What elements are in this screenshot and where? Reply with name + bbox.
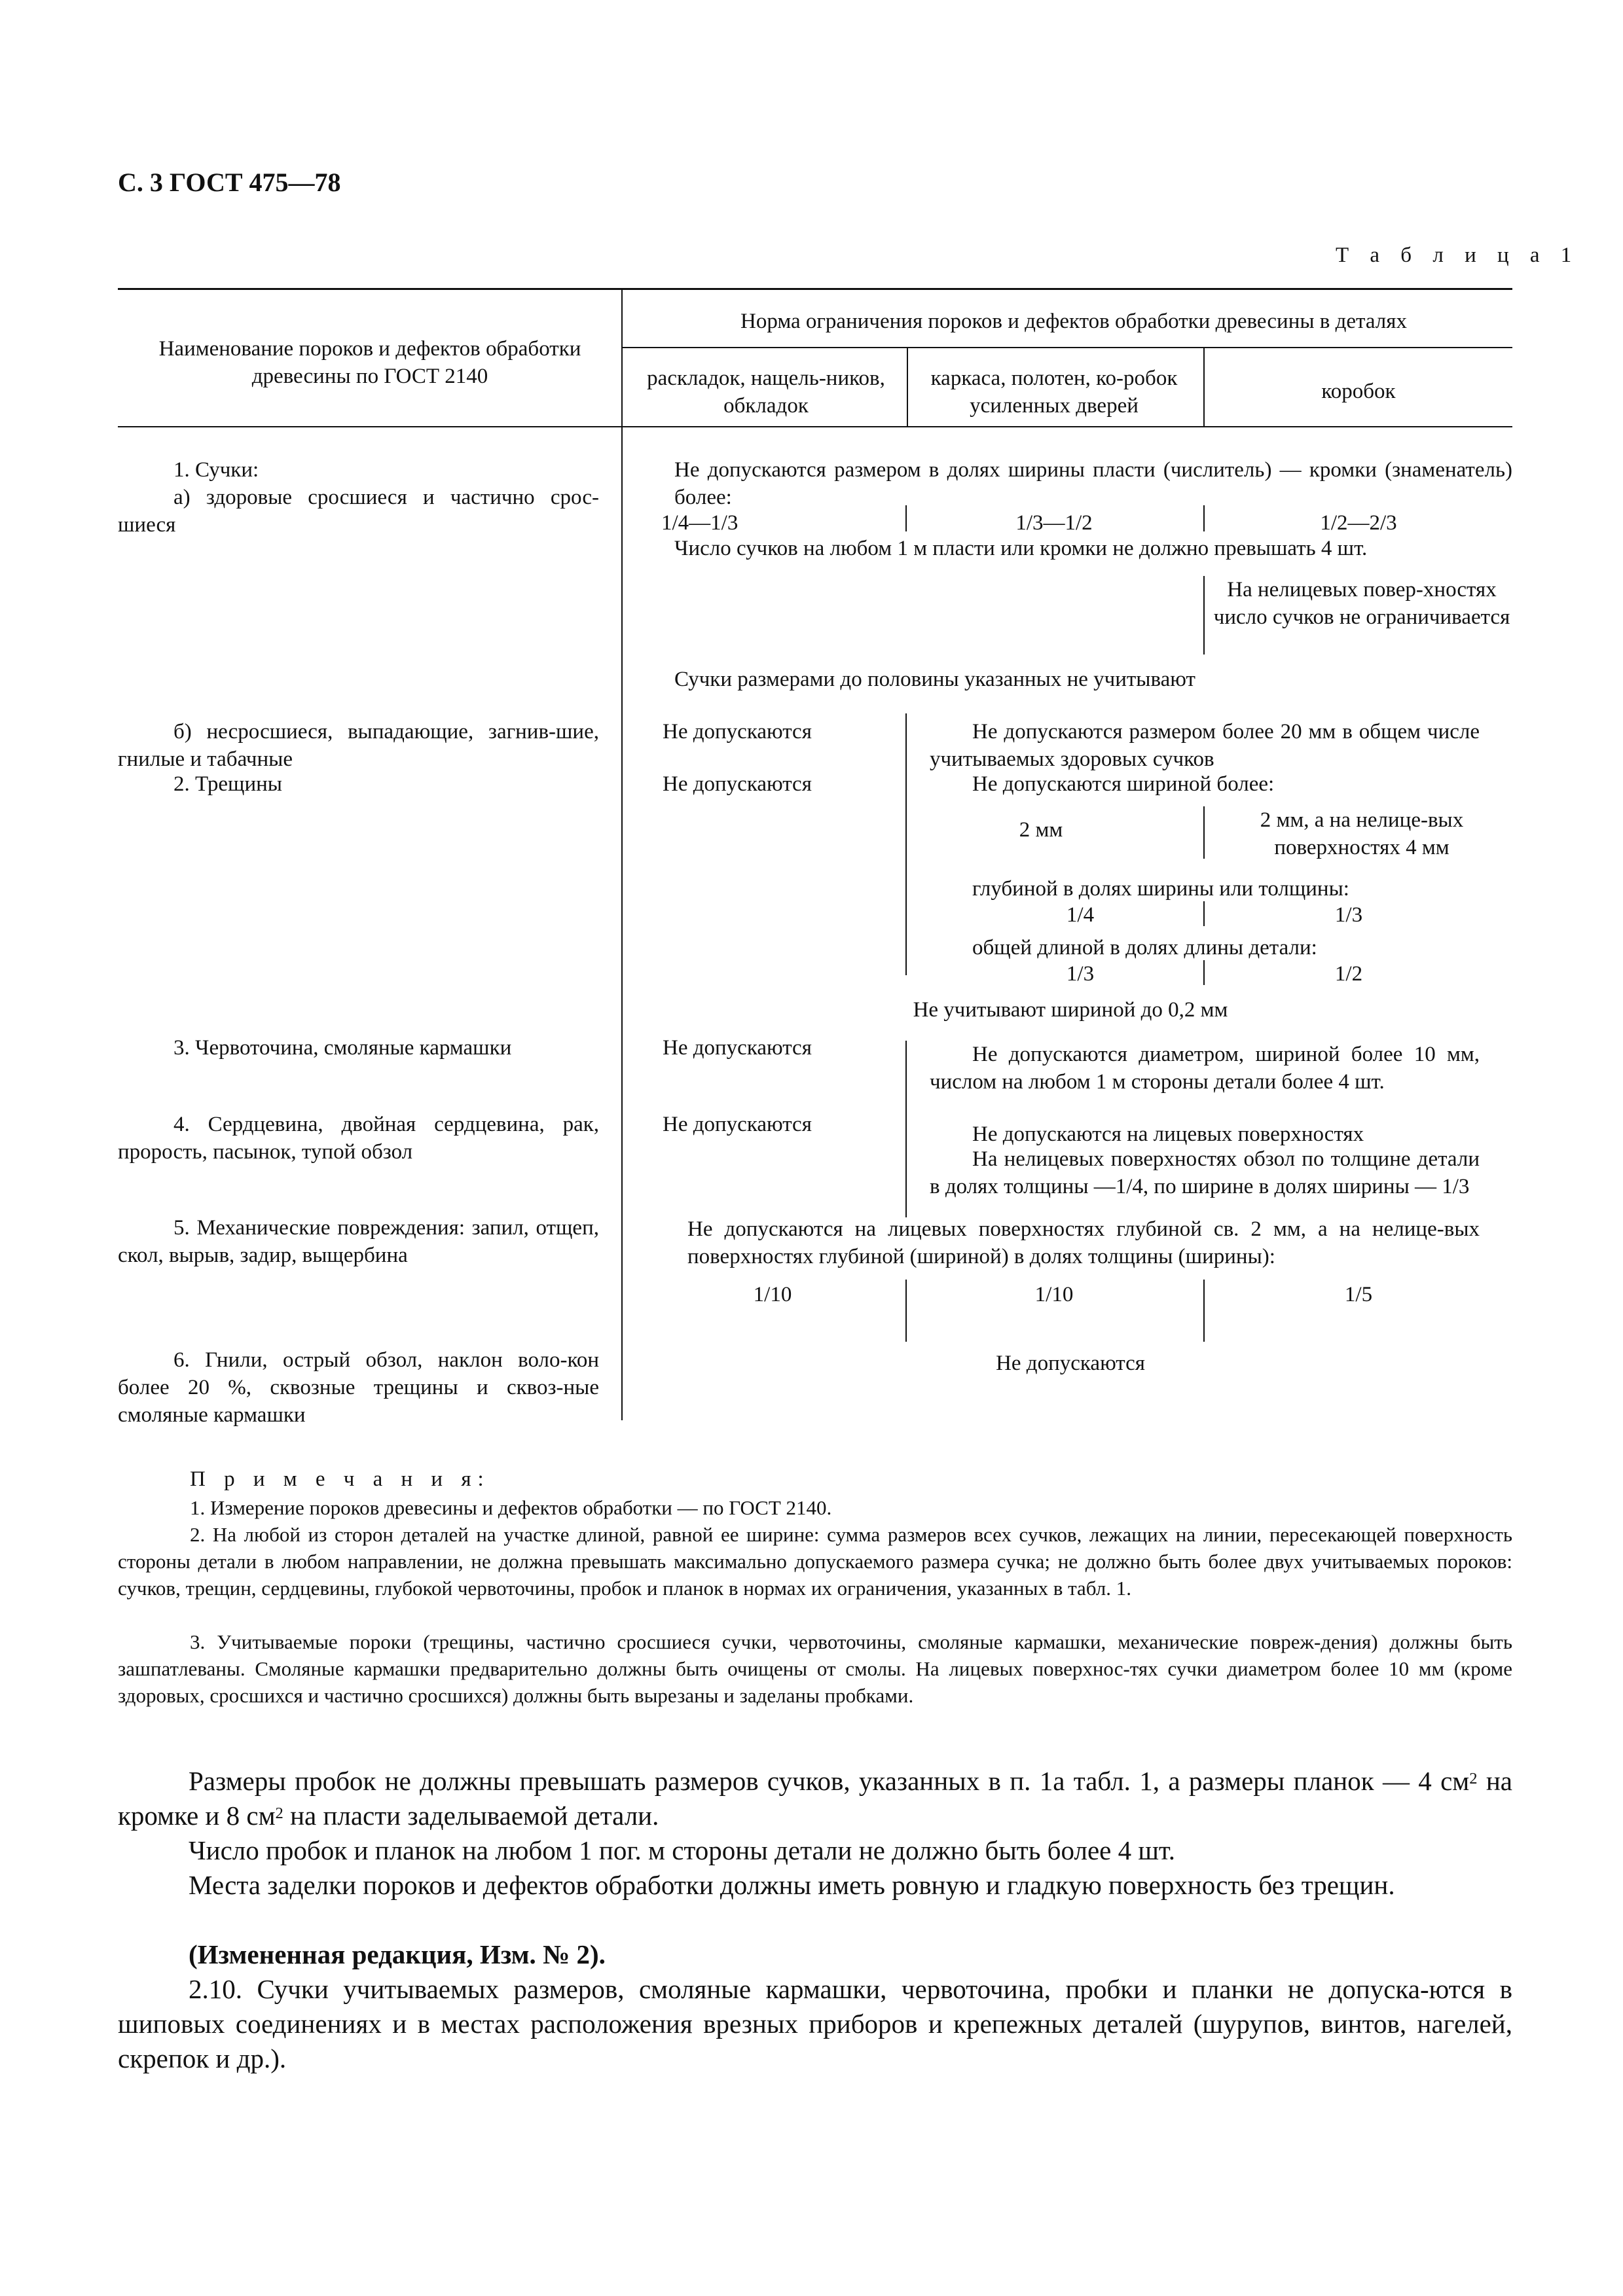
r4-c23a: Не допускаются на лицевых поверхностях bbox=[972, 1122, 1364, 1146]
r4-c1: Не допускаются bbox=[663, 1113, 812, 1136]
r1b-name: б) несросшиеся, выпадающие, загнив-шие, гнилые и табачные bbox=[118, 720, 599, 771]
p4-text: (Измененная редакция, Изм. № 2). bbox=[189, 1939, 606, 1969]
p5-text: 2.10. Сучки учитываемых размеров, смоляные кармашки, червоточина, пробки и планки не допуска-ются в шиповых соединениях и в местах расположения врезных приборов и крепежных деталей (шурупов, винтов, нагелей, скрепок и др.). bbox=[118, 1974, 1512, 2073]
r2-w-div bbox=[1203, 806, 1205, 859]
r2-l2: 1/3 bbox=[1066, 962, 1095, 986]
r5-v3: 1/5 bbox=[1344, 1283, 1373, 1306]
p1-part-b: на кромке и 8 см bbox=[118, 1766, 1512, 1831]
paragraph-plugs-count bbox=[118, 1833, 1512, 1868]
r2-d2: 1/4 bbox=[1066, 903, 1095, 927]
paragraph-2-10 bbox=[118, 1972, 1512, 2076]
r1-desc: Не допускаются размером в долях ширины пласти (числитель) — кромки (знаменатель) более: bbox=[674, 458, 1512, 509]
superscript-2b: 2 bbox=[275, 1804, 283, 1822]
r2-c1: Не допускаются bbox=[663, 772, 812, 796]
r1-note-div bbox=[1203, 576, 1205, 655]
head-col1: раскладок, нащель-ников, обкладок bbox=[647, 367, 885, 418]
r2-d-div bbox=[1203, 901, 1205, 926]
note-2 bbox=[118, 1521, 1512, 1602]
head-divider-1 bbox=[907, 348, 908, 426]
r6-all: Не допускаются bbox=[996, 1352, 1145, 1375]
r2-w3: 2 мм, а на нелице-вых поверхностях 4 мм bbox=[1260, 808, 1464, 859]
table-top-rule bbox=[118, 288, 1512, 290]
r6-name: 6. Гнили, острый обзол, наклон воло-кон более 20 %, сквозные трещины и сквоз-ные смоляные кармашки bbox=[118, 1348, 599, 1427]
paragraph-revision bbox=[118, 1937, 1512, 1972]
r5-name: 5. Механические повреждения: запил, отщеп, скол, вырыв, задир, выщербина bbox=[118, 1216, 599, 1267]
head-divider-2 bbox=[1203, 348, 1205, 426]
r1b-div bbox=[905, 713, 907, 975]
r1-name-title: 1. Сучки: bbox=[173, 458, 259, 482]
r1-v3: 1/2—2/3 bbox=[1320, 511, 1397, 535]
r2-depth-label: глубиной в долях ширины или толщины: bbox=[972, 877, 1349, 901]
r2-len-label: общей длиной в долях длины детали: bbox=[972, 936, 1317, 960]
r2-w2: 2 мм bbox=[1019, 818, 1063, 842]
r4-name: 4. Сердцевина, двойная сердцевина, рак, прорость, пасынок, тупой обзол bbox=[118, 1113, 599, 1164]
r1-div2 bbox=[1203, 505, 1205, 531]
note-1 bbox=[118, 1494, 1512, 1521]
r5-desc: Не допускаются на лицевых поверхностях глубиной св. 2 мм, а на нелице-вых поверхностях глубиной (шириной) в долях толщины (ширины): bbox=[687, 1217, 1480, 1268]
r3-name: 3. Червоточина, смоляные кармашки bbox=[173, 1036, 512, 1060]
p1-part-c: на пласти заделываемой детали. bbox=[290, 1801, 659, 1831]
note-3 bbox=[118, 1628, 1512, 1709]
r1-name-a: а) здоровые сросшиеся и частично срос-шиеся bbox=[118, 486, 599, 537]
p2-text: Число пробок и планок на любом 1 пог. м стороны детали не должно быть более 4 шт. bbox=[189, 1835, 1175, 1865]
r3-c1: Не допускаются bbox=[663, 1036, 812, 1060]
r3-c23: Не допускаются диаметром, шириной более 10 мм, числом на любом 1 м стороны детали более 4 шт. bbox=[930, 1043, 1480, 1094]
r2-d3: 1/3 bbox=[1334, 903, 1363, 927]
head-col3: коробок bbox=[1321, 380, 1396, 403]
r2-l3: 1/2 bbox=[1334, 962, 1363, 986]
note-3-text: 3. Учитываемые пороки (трещины, частично сросшиеся сучки, червоточины, смоляные кармашки, механические повреж-дения) должны быть зашпатлеваны. Смоляные кармашки предварительно должны быть очищены от смолы. На лицевых поверхнос-тях сучки диаметром более 10 мм (кроме здоровых, сросшихся и частично сросшихся) должны быть вырезаны и заделаны пробками. bbox=[118, 1630, 1512, 1707]
p3-text: Места заделки пороков и дефектов обработки должны иметь ровную и гладкую поверхность без трещин. bbox=[189, 1870, 1395, 1900]
table-caption: Т а б л и ц а 1 bbox=[1336, 243, 1580, 267]
head-group: Норма ограничения пороков и дефектов обработки древесины в деталях bbox=[740, 310, 1407, 333]
r1b-c23: Не допускаются размером более 20 мм в общем числе учитываемых здоровых сучков bbox=[930, 720, 1480, 771]
note-2-text: 2. На любой из сторон деталей на участке длиной, равной ее ширине: сумма размеров всех сучков, лежащих на линии, пересекающей поверхность стороны детали в любом направлении, не должна превышать максимально допускаемого размера сучка; не должно быть более двух учитываемых пороков: сучков, трещин, сердцевины, глубокой червоточины, пробок и планок в нормах их ограничения, указанных в табл. 1. bbox=[118, 1523, 1512, 1600]
r1-v1: 1/4—1/3 bbox=[661, 511, 739, 535]
col-divider-main bbox=[621, 288, 623, 1420]
r2-l-div bbox=[1203, 960, 1205, 985]
p1-part-a: Размеры пробок не должны превышать размеров сучков, указанных в п. 1а табл. 1, а размеры планок — 4 см bbox=[189, 1766, 1470, 1796]
r5-div2 bbox=[1203, 1280, 1205, 1342]
r1-note3: На нелицевых повер-хностях число сучков не ограничивается bbox=[1213, 578, 1510, 629]
paragraph-surface bbox=[118, 1868, 1512, 1903]
head-col2: каркаса, полотен, ко-робок усиленных дверей bbox=[930, 367, 1178, 418]
group-rule bbox=[622, 347, 1512, 348]
r3-div bbox=[905, 1041, 907, 1217]
table-head-rule bbox=[118, 426, 1512, 427]
notes-title: П р и м е ч а н и я: bbox=[190, 1467, 490, 1491]
r5-v1: 1/10 bbox=[753, 1283, 792, 1306]
r5-v2: 1/10 bbox=[1034, 1283, 1074, 1306]
note-1-text: 1. Измерение пороков древесины и дефектов обработки — по ГОСТ 2140. bbox=[190, 1496, 832, 1519]
r1-count: Число сучков на любом 1 м пласти или кромки не должно превышать 4 шт. bbox=[674, 537, 1368, 560]
superscript-2a: 2 bbox=[1469, 1770, 1478, 1787]
head-col0: Наименование пороков и дефектов обработки древесины по ГОСТ 2140 bbox=[158, 337, 581, 388]
r2-ignore: Не учитывают шириной до 0,2 мм bbox=[913, 998, 1228, 1022]
r2-width-label: Не допускаются шириной более: bbox=[972, 772, 1275, 796]
r5-div1 bbox=[905, 1280, 907, 1342]
r1b-c1: Не допускаются bbox=[663, 720, 812, 744]
page-title: С. 3 ГОСТ 475—78 bbox=[118, 168, 341, 197]
r1-v2: 1/3—1/2 bbox=[1015, 511, 1093, 535]
r1-half: Сучки размерами до половины указанных не учитывают bbox=[674, 668, 1195, 691]
r1-div1 bbox=[905, 505, 907, 531]
paragraph-plugs-size bbox=[118, 1764, 1512, 1833]
r2-name: 2. Трещины bbox=[173, 772, 282, 796]
r4-c23b: На нелицевых поверхностях обзол по толщине детали в долях толщины —1/4, по ширине в долях ширины — 1/3 bbox=[930, 1147, 1480, 1198]
